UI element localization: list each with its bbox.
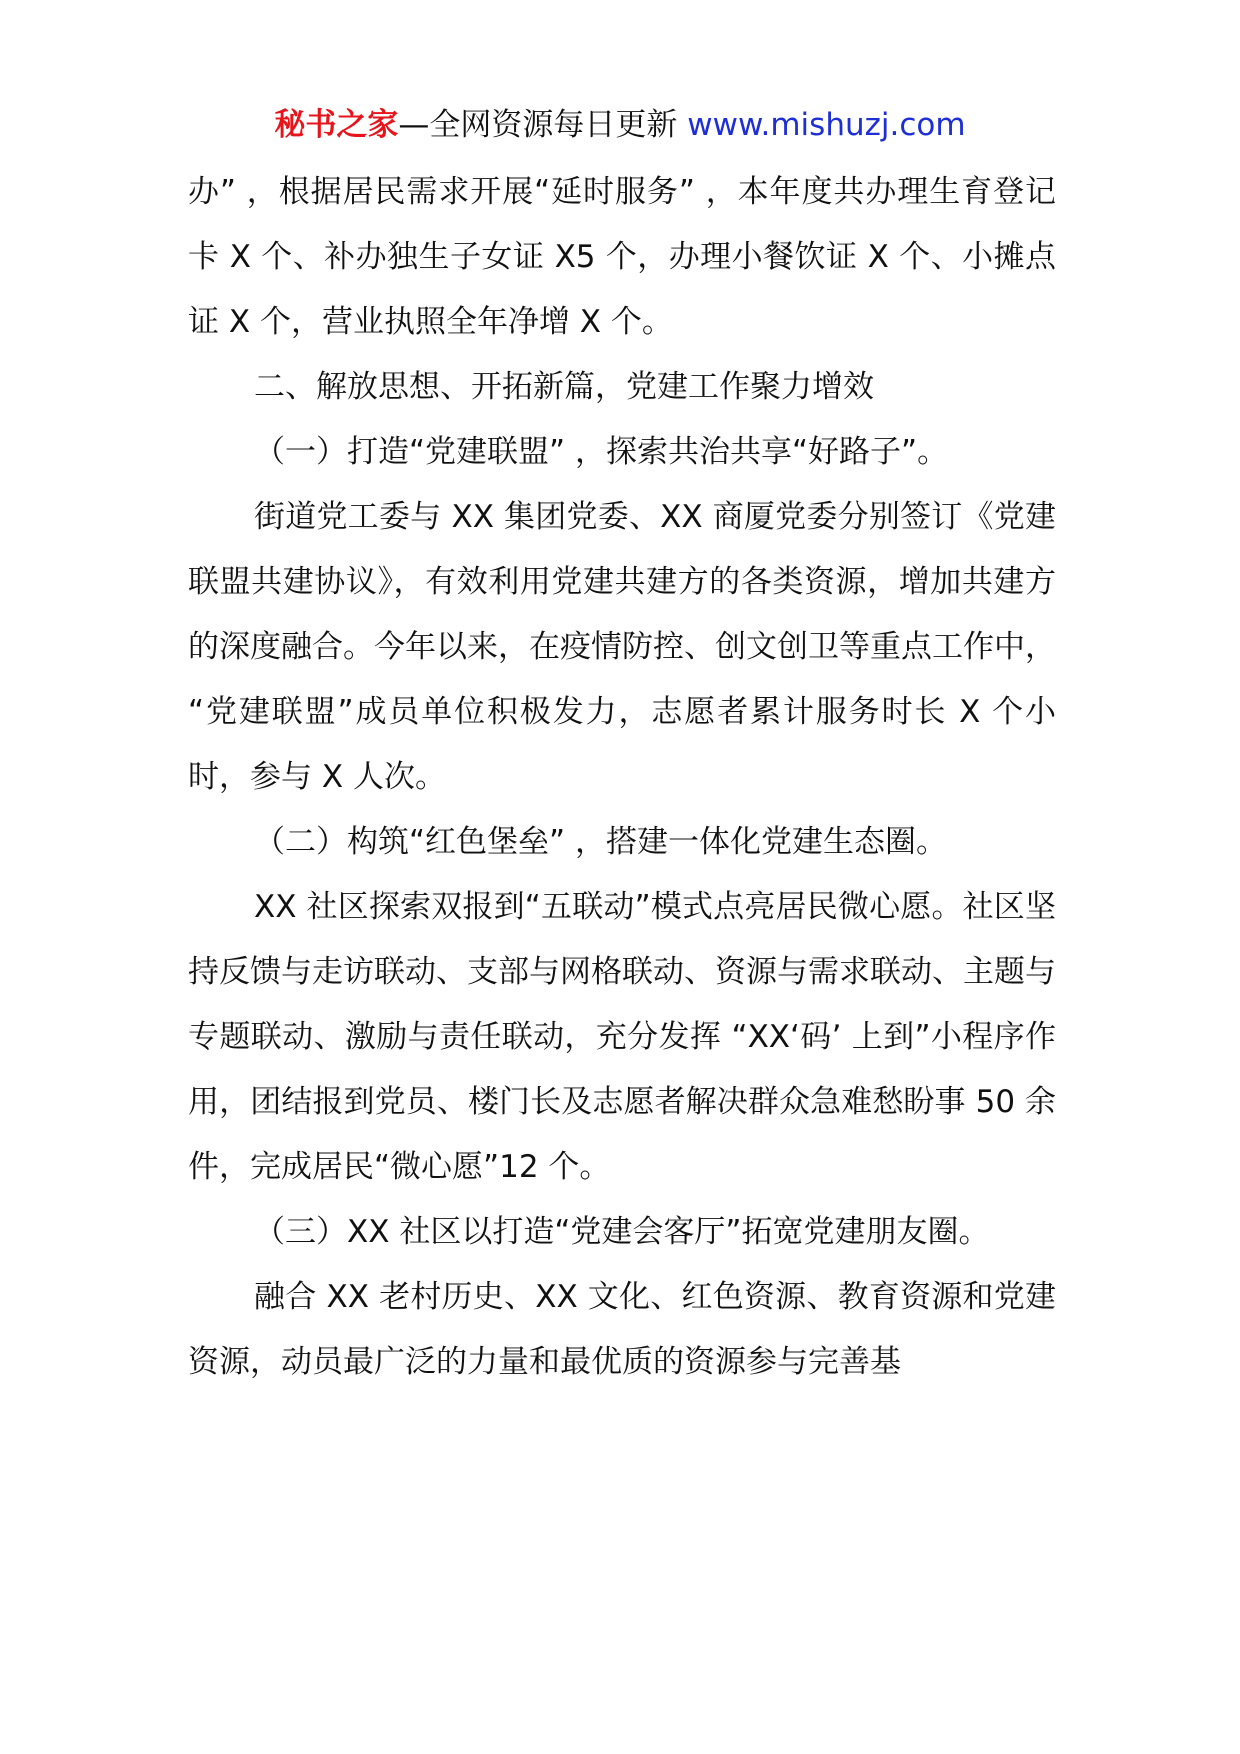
- section-heading-2: 二、解放思想、开拓新篇，党建工作聚力增效: [254, 369, 874, 405]
- paragraph-continuation: 办” ，根据居民需求开展“延时服务” ，本年度共办理生育登记卡 X 个、补办独生子女证 X5 个，办理小餐饮证 X 个、小摊点证 X 个，营业执照全年净增 X 个。: [188, 174, 1056, 340]
- paragraph-five-linkage: XX 社区探索双报到“五联动”模式点亮居民微心愿。社区坚持反馈与走访联动、支部与网格联动、资源与需求联动、主题与专题联动、激励与责任联动，充分发挥 “XX‘码’ 上到”小程序作用，团结报到党员、楼门长及志愿者解决群众急难愁盼事 50 余件，完成居民“微心愿”12 个。: [188, 889, 1056, 1185]
- paragraph-village-history: 融合 XX 老村历史、XX 文化、红色资源、教育资源和党建资源，动员最广泛的力量和最优质的资源参与完善基: [188, 1279, 1056, 1380]
- site-header: [0, 100, 1240, 150]
- subheading-1: （一）打造“党建联盟” ，探索共治共享“好路子”。: [254, 434, 949, 470]
- paragraph-party-alliance: 街道党工委与 XX 集团党委、XX 商厦党委分别签订《党建联盟共建协议》，有效利用党建共建方的各类资源，增加共建方的深度融合。今年以来，在疫情防控、创文创卫等重点工作中， “党建联盟”成员单位积极发力，志愿者累计服务时长 X 个小时，参与 X 人次。: [188, 499, 1056, 795]
- brand-name: 秘书之家: [274, 107, 399, 143]
- document-body: [188, 160, 1056, 1395]
- site-url-link[interactable]: www.mishuzj.com: [687, 107, 966, 143]
- subheading-2: （二）构筑“红色堡垒” ，搭建一体化党建生态圈。: [254, 824, 947, 860]
- subheading-3: （三）XX 社区以打造“党建会客厅”拓宽党建朋友圈。: [254, 1214, 990, 1250]
- header-tagline: —全网资源每日更新: [398, 107, 678, 143]
